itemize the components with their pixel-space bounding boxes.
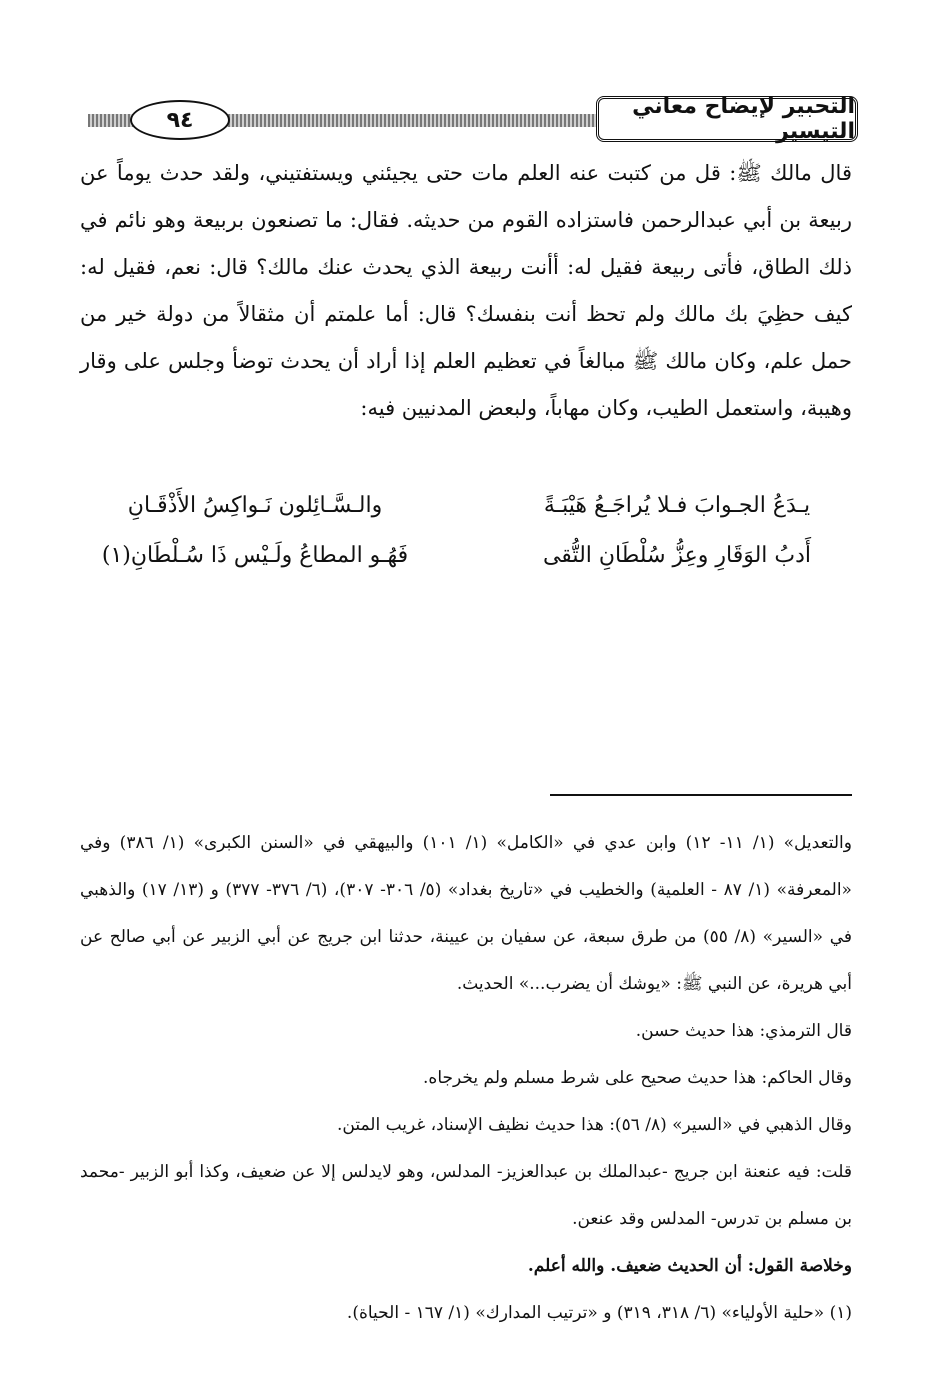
- footnote-reference: (١) «حلية الأولياء» (٦/ ٣١٨، ٣١٩) و «ترتيب المدارك» (١/ ١٦٧ - الحياة).: [346, 1303, 852, 1323]
- poem-verse: [80, 480, 852, 530]
- poem-first-hemistich: أَدبُ الوَقَارِ وعِزُّ سُلْطَانِ التُّقى: [542, 542, 812, 568]
- poem-verse: [80, 530, 852, 580]
- footnote-paragraph: وقال الحاكم: هذا حديث صحيح على شرط مسلم ولم يخرجاه.: [423, 1068, 852, 1088]
- poem-second-hemistich: فَهُـو المطاعُ ولَـيْس ذَا سُـلْطَانِ(١): [101, 542, 409, 568]
- main-paragraph: قال مالك ﷺ: قل من كتبت عنه العلم مات حتى يجيئني ويستفتيني، ولقد حدث يوماً عن ربيعة بن أبي عبدالرحمن فاستزاده القوم من حديثه. فقال: ما تصنعون بربيعة وهو نائم في ذلك الطاق، فأتى ربيعة فقيل له: أأنت ربيعة الذي يحدث عنك مالك؟ قال: نعم، فقيل له: كيف حظِيَ بك مالك ولم تحظ أنت بنفسك؟ قال: أما علمتم أن مثقالاً من دولة خير من حمل علم، وكان مالك ﷺ مبالغاً في تعظيم العلم إذا أراد أن يحدث توضأ وجلس على وقار وهيبة، واستعمل الطيب، وكان مهاباً، ولبعض المدنيين فيه:: [80, 161, 852, 420]
- poem-first-hemistich: يـدَعُ الجـوابَ فـلا يُراجَـعُ هَيْبَـةً: [543, 492, 811, 518]
- page-number: ٩٤: [130, 100, 230, 140]
- footnote-divider: [550, 794, 852, 796]
- footnote-paragraph: قال الترمذي: هذا حديث حسن.: [635, 1021, 852, 1041]
- footnote-paragraph: وقال الذهبي في «السير» (٨/ ٥٦): هذا حديث نظيف الإسناد، غريب المتن.: [336, 1115, 852, 1135]
- footnote-conclusion: وخلاصة القول: أن الحديث ضعيف. والله أعلم.: [527, 1256, 852, 1276]
- main-text: [80, 150, 852, 432]
- page-header: [88, 92, 858, 148]
- footnote-paragraph: والتعديل» (١/ ١١- ١٢) وابن عدي في «الكامل» (١/ ١٠١) والبيهقي في «السنن الكبرى» (١/ ٣٨٦) وفي «المعرفة» (١/ ٨٧ - العلمية) والخطيب في «تاريخ بغداد» (٥/ ٣٠٦- ٣٠٧)، (٦/ ٣٧٦- ٣٧٧) و (١٣/ ١٧) والذهبي في «السير» (٨/ ٥٥) من طرق سبعة، عن سفيان بن عيينة، حدثنا ابن جريج عن أبي الزبير عن أبي صالح عن أبي هريرة، عن النبي ﷺ: «يوشك أن يضرب...» الحديث.: [80, 833, 852, 994]
- book-title: التحبير لإيضاح معاني التيسير: [596, 96, 858, 142]
- poem-second-hemistich: والـسَّـائِلون نَـواكِسُ الأَذْقَـانِ: [127, 492, 383, 518]
- footnotes: [80, 820, 852, 1337]
- footnote-paragraph: قلت: فيه عنعنة ابن جريج -عبدالملك بن عبدالعزيز- المدلس، وهو لايدلس إلا عن ضعيف، وكذا أبو الزبير -محمد بن مسلم بن تدرس- المدلس وقد عنعن.: [80, 1162, 852, 1229]
- poem: [80, 480, 852, 580]
